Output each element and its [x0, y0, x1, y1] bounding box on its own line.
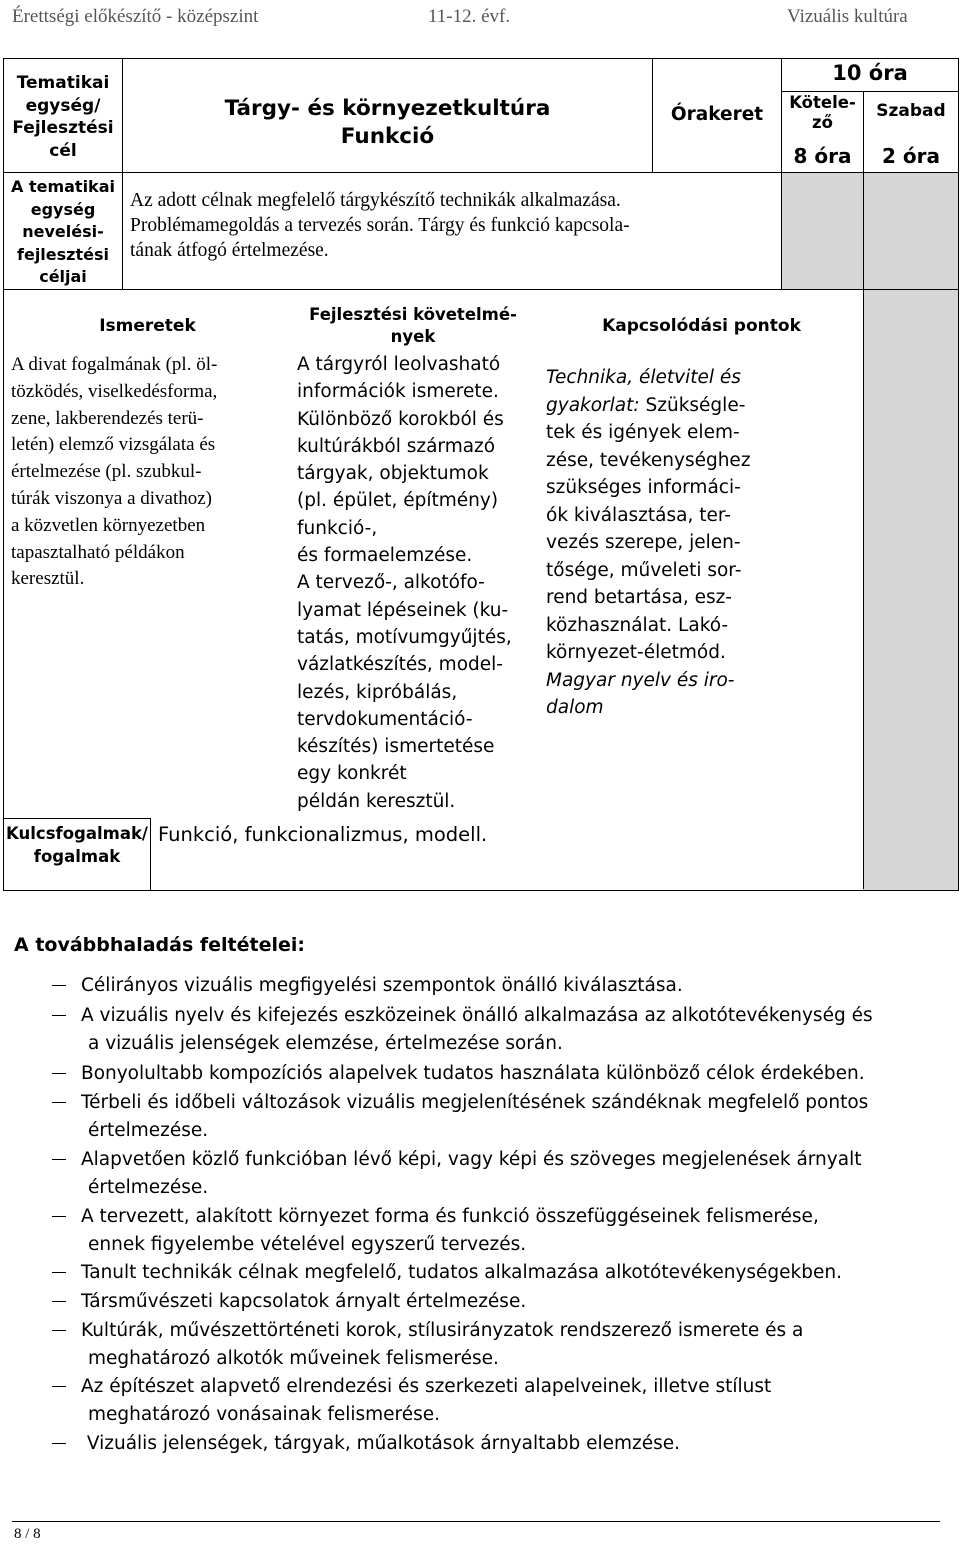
- requirement-line: funkció-,: [297, 517, 378, 539]
- progress-item: Társművészeti kapcsolatok árnyalt értelmezése.: [52, 1288, 942, 1316]
- dash-bullet: [52, 1015, 66, 1016]
- requirement-line: és formaelemzése.: [297, 545, 473, 567]
- kotelezo-line1: Kötele-: [789, 93, 856, 112]
- ismeretek-line: túrák viszonya a divathoz): [11, 487, 213, 509]
- goals-text: [130, 188, 780, 263]
- kotelezo-label: [782, 93, 863, 133]
- requirement-line: vázlatkészítés, model-: [297, 654, 503, 676]
- orakeret-label: Órakeret: [670, 104, 764, 125]
- progress-item: Tanult technikák célnak megfelelő, tudatos alkalmazása alkotótevékenységekben.: [52, 1259, 942, 1287]
- ismeretek-line: tapasztalható példákon: [11, 541, 185, 563]
- requirement-line: lyamat lépéseinek (ku-: [297, 599, 509, 621]
- col-header-kapcsolodasi: Kapcsolódási pontok: [602, 316, 801, 336]
- requirement-line: tárgyak, objektumok: [297, 463, 489, 485]
- progress-item: Kultúrák, művészettörténeti korok, stílusirányzatok rendszerező ismerete és a meghatározó alkotók műveinek felismerése.: [52, 1317, 942, 1373]
- kotelezo-hours: 8 óra: [793, 144, 852, 168]
- key-concepts-label: Kulcsfogalmak/ fogalmak: [6, 824, 148, 866]
- requirement-line: készítés) ismertetése: [297, 736, 495, 758]
- dash-bullet: [52, 1386, 66, 1387]
- unit-label: Tematikai egység/ Fejlesztési cél: [12, 73, 114, 161]
- goals-line: Problémamegoldás a tervezés során. Tárgy és funkció kapcsola-: [130, 215, 630, 236]
- requirement-line: A tárgyról leolvasható: [297, 354, 501, 375]
- requirement-line: kultúrákból származó: [297, 435, 496, 457]
- progress-item: Célirányos vizuális megfigyelési szempontok önálló kiválasztása.: [52, 972, 942, 1000]
- progress-item: Térbeli és időbeli változások vizuális megjelenítésének szándéknak megfelelő pontos értelmezése.: [52, 1089, 942, 1145]
- connection-line: szükséges informáci-: [546, 477, 741, 498]
- connection-line: rend betartása, esz-: [546, 587, 732, 608]
- connection-italic-line: dalom: [546, 697, 604, 718]
- ismeretek-line: zene, lakberendezés terü-: [11, 407, 204, 429]
- running-header-right: Vizuális kultúra: [787, 6, 908, 27]
- footer-rule: [12, 1521, 940, 1522]
- col-header-fejlesztesi: [291, 304, 535, 348]
- kotelezo-line2: ző: [812, 113, 833, 132]
- progress-item: Az építészet alapvető elrendezési és szerkezeti alapelveinek, illetve stílust meghatározó vonásainak felismerése.: [52, 1373, 942, 1429]
- connection-line: ók kiválasztása, ter-: [546, 504, 731, 526]
- ismeretek-line: tözködés, viselkedésforma,: [11, 380, 218, 402]
- ismeretek-line: értelmezése (pl. szubkul-: [11, 461, 202, 483]
- dash-bullet: [52, 1443, 66, 1444]
- connection-line: tősége, műveleti sor-: [546, 559, 742, 581]
- connection-line: közhasználat. Lakó-: [546, 614, 729, 636]
- shaded-cell-hours: [781, 172, 958, 289]
- connection-line: környezet-életmód.: [546, 642, 726, 663]
- progress-title: A továbbhaladás feltételei:: [14, 934, 306, 956]
- connections-text: [546, 364, 856, 722]
- col-header-fejlesztesi-line1: Fejlesztési követelmé-: [309, 305, 517, 324]
- connection-italic-line: Magyar nyelv és iro-: [546, 669, 735, 691]
- ismeretek-line: keresztül.: [11, 568, 85, 590]
- goals-line: tának átfogó értelmezése.: [130, 240, 329, 261]
- progress-item: Bonyolultabb kompozíciós alapelvek tudatos használata különböző célok érdekében.: [52, 1060, 942, 1088]
- dash-bullet: [52, 1073, 66, 1074]
- connection-subject-italic: gyakorlat:: [546, 394, 640, 416]
- requirement-line: egy konkrét: [297, 763, 407, 785]
- connection-text: Szükségle-: [639, 394, 746, 416]
- requirements-text: [297, 351, 537, 815]
- key-concepts-value: Funkció, funkcionalizmus, modell.: [158, 823, 488, 846]
- dash-bullet: [52, 1330, 66, 1331]
- requirement-line: Különböző korokból és: [297, 408, 504, 430]
- requirement-line: információk ismerete.: [297, 381, 499, 403]
- running-header-left: Érettségi előkészítő - középszint: [12, 6, 259, 27]
- connection-line: [546, 392, 856, 420]
- szabad-label: Szabad: [876, 101, 946, 121]
- requirement-line: (pl. épület, építmény): [297, 490, 499, 512]
- dash-bullet: [52, 1102, 66, 1103]
- col-header-fejlesztesi-line2: nyek: [390, 327, 436, 346]
- connection-line: zése, tevékenységhez: [546, 449, 751, 471]
- page-number: 8 / 8: [14, 1526, 41, 1542]
- requirement-line: példán keresztül.: [297, 790, 456, 812]
- szabad-hours: 2 óra: [882, 144, 940, 168]
- connection-line: tek és igények elem-: [546, 422, 740, 443]
- dash-bullet: [52, 1301, 66, 1302]
- dash-bullet: [52, 1272, 66, 1273]
- unit-title-line2: Funkció: [340, 124, 435, 149]
- progress-item: A tervezett, alakított környezet forma és funkció összefüggéseinek felismerése, ennek figyelembe vételével egyszerű tervezés.: [52, 1203, 942, 1259]
- progress-item: Vizuális jelenségek, tárgyak, műalkotások árnyaltabb elemzése.: [52, 1430, 942, 1458]
- requirement-line: tatás, motívumgyűjtés,: [297, 626, 512, 648]
- ismeretek-text: [11, 352, 281, 593]
- progress-item: Alapvetően közlő funkcióban lévő képi, vagy képi és szöveges megjelenések árnyalt értelmezése.: [52, 1146, 942, 1202]
- goals-line: Az adott célnak megfelelő tárgykészítő technikák alkalmazása.: [130, 190, 621, 211]
- unit-title: [123, 95, 652, 151]
- hours-total: 10 óra: [832, 61, 908, 85]
- requirement-line: tervdokumentáció-: [297, 708, 473, 730]
- connection-subject-line: Technika, életvitel és: [546, 367, 741, 388]
- ismeretek-line: A divat fogalmának (pl. öl-: [11, 354, 218, 375]
- goals-label: A tematikai egység nevelési-fejlesztési céljai: [11, 177, 115, 286]
- progress-item: A vizuális nyelv és kifejezés eszközeinek önálló alkalmazása az alkotótevékenység és a vizuális jelenségek elemzése, értelmezése során.: [52, 1002, 942, 1058]
- requirement-line: lezés, kipróbálás,: [297, 681, 458, 703]
- ismeretek-line: a közvetlen környezetben: [11, 514, 206, 536]
- dash-bullet: [52, 985, 66, 986]
- requirement-line: A tervező-, alkotófo-: [297, 572, 485, 594]
- shaded-cell-right-column: [863, 289, 958, 890]
- running-header-center: 11-12. évf.: [428, 6, 511, 27]
- dash-bullet: [52, 1216, 66, 1217]
- dash-bullet: [52, 1159, 66, 1160]
- connection-line: vezés szerepe, jelen-: [546, 532, 741, 553]
- ismeretek-line: letén) elemző vizsgálata és: [11, 434, 216, 456]
- unit-title-line1: Tárgy- és környezetkultúra: [224, 96, 551, 121]
- col-header-ismeretek: Ismeretek: [99, 316, 196, 336]
